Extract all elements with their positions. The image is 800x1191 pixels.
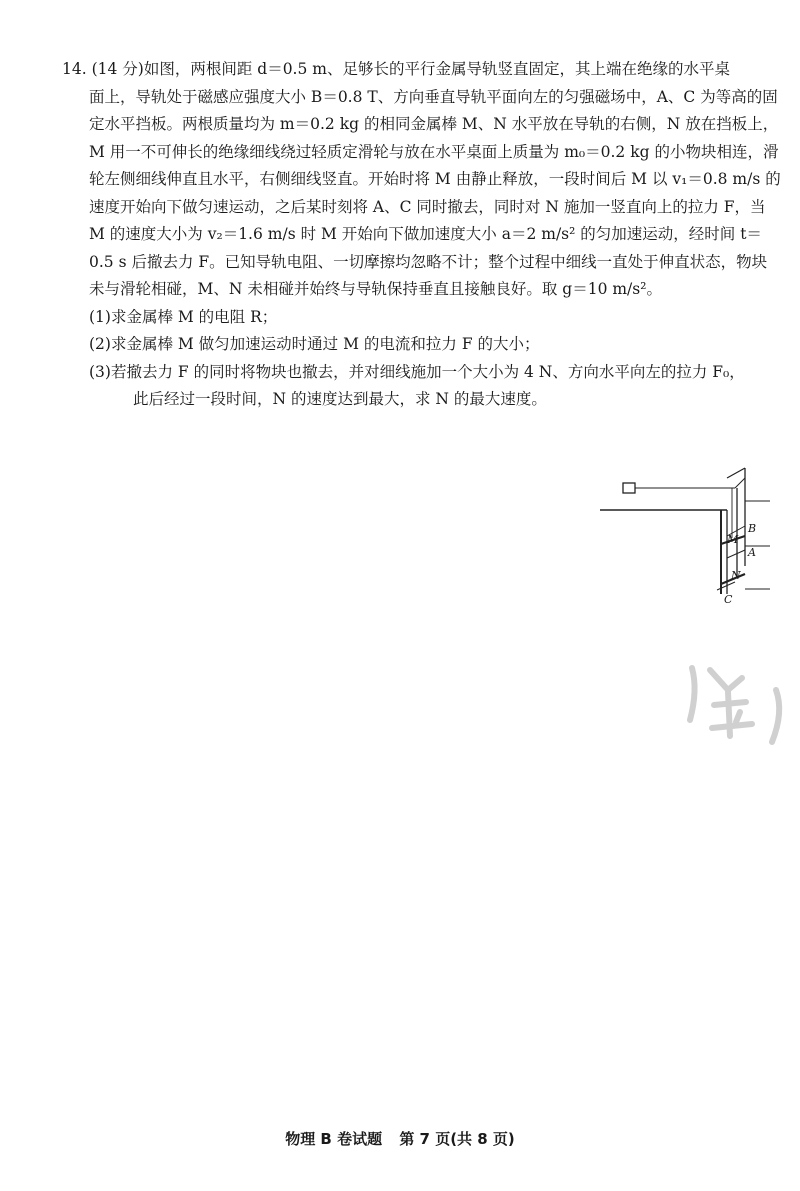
footer-subject: 物理 B 卷试题 (285, 1130, 383, 1148)
rail-top-edge-2 (735, 478, 745, 488)
label-a: A (748, 546, 756, 559)
circuit-figure (595, 466, 770, 616)
problem-points: (14 分) (91, 60, 144, 78)
problem-number: 14. (62, 60, 87, 78)
page-footer (0, 1128, 800, 1149)
problem-14 (62, 56, 782, 414)
problem-stem-body (62, 84, 782, 414)
stamp-watermark (680, 650, 800, 750)
question-3-line1: (3)若撤去力 F 的同时将物块也撤去，并对细线施加一个大小为 4 N、方向水平向左的拉力 F₀， (89, 362, 745, 381)
label-n: N (731, 569, 741, 582)
problem-stem-first-line (62, 56, 782, 84)
label-b: B (748, 522, 757, 535)
question-1: (1)求金属棒 M 的电阻 R； (89, 307, 278, 326)
label-m: M (727, 533, 739, 546)
rail-top-edge (727, 468, 745, 478)
question-2: (2)求金属棒 M 做匀加速运动时通过 M 的电流和拉力 F 的大小； (89, 335, 540, 353)
question-3-line2: 此后经过一段时间，N 的速度达到最大，求 N 的最大速度。 (133, 390, 547, 408)
footer-page-number: 第 7 页(共 8 页) (399, 1130, 515, 1148)
label-c: C (724, 593, 733, 606)
small-block (623, 483, 635, 493)
plate-a (727, 550, 745, 558)
problem-stem-line1: 如图，两根间距 d＝0.5 m、足够长的平行金属导轨竖直固定，其上端在绝缘的水平桌 (143, 60, 730, 78)
problem-stem-rest: 面上，导轨处于磁感应强度大小 B＝0.8 T、方向垂直导轨平面向左的匀强磁场中，A、C 为等高的固定水平挡板。两根质量均为 m＝0.2 kg 的相同金属棒 M、N 水平放在导轨的右侧，N 放在挡板上，M 用一不可伸长的绝缘细线绕过轻质定滑轮与放在水平桌面上质量为 m₀＝0.2 kg 的小物块相连，滑轮左侧细线伸直且水平，右侧细线竖直。开始时将 M 由静止释放，一段时间后 M 以 v₁＝0.8 m/s 的速度开始向下做匀速运动，之后某时刻将 A、C 同时撤去，同时对 N 施加一竖直向上的拉力 F，当 M 的速度大小为 v₂＝1.6 m/s 时 M 开始向下做加速度大小 a＝2 m/s² 的匀加速运动，经时间 t＝0.5 s 后撤去力 F。已知导轨电阻、一切摩擦均忽略不计；整个过程中细线一直处于伸直状态，物块未与滑轮相碰，M、N 未相碰并始终与导轨保持垂直且接触良好。取 g＝10 m/s²。 (89, 87, 781, 298)
plate-c (717, 582, 735, 590)
